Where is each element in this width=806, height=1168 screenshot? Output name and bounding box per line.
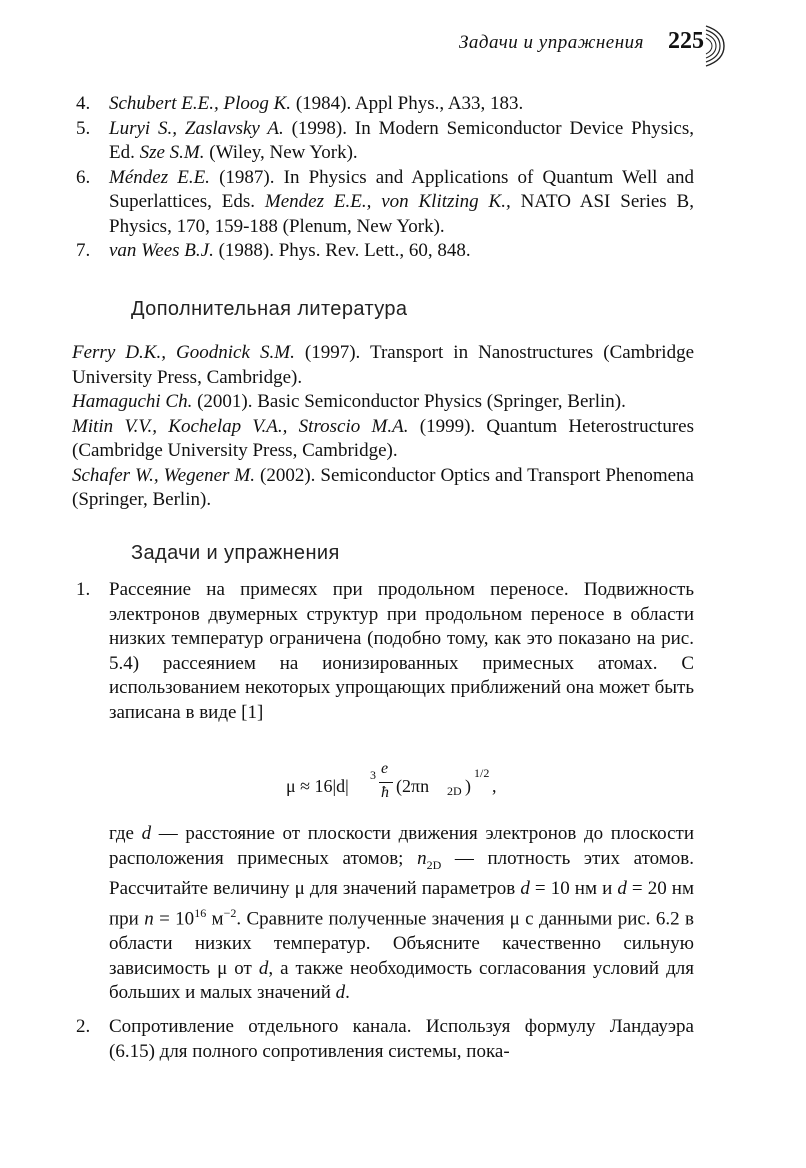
tasks-heading: Задачи и упражнения <box>131 542 340 564</box>
task-number: 1. <box>76 579 91 600</box>
text-run: где <box>109 823 142 844</box>
reference-number: 6. <box>76 166 91 188</box>
formula-lhs: μ ≈ 16|d| <box>286 776 349 796</box>
literature-details: (1997). Transport in Nanostructures (Cambridge University Press, Cambridge). <box>72 342 694 388</box>
reference-item <box>72 117 694 166</box>
variable-d: d <box>335 982 346 1004</box>
reference-details: (1998). In Modern Semiconductor Device Physics, Ed. <box>109 117 694 163</box>
text-run: м <box>206 908 224 930</box>
text-run: = 10 нм и <box>529 877 618 899</box>
reference-editor: Mendez E.E., von Klitzing K., <box>264 191 511 212</box>
reference-details: (1987). In Physics and Applications of Quantum Well and Superlattices, Eds. <box>109 166 694 212</box>
reference-authors: van Wees B.J. <box>109 240 214 261</box>
text-run: . <box>345 982 350 1004</box>
additional-literature-heading: Дополнительная литература <box>131 298 408 320</box>
task-list <box>72 578 694 725</box>
variable-n: n <box>144 908 154 930</box>
running-header <box>0 20 806 70</box>
reference-number: 5. <box>76 117 91 139</box>
literature-item <box>72 464 694 513</box>
formula-subscript: 2D <box>447 784 462 798</box>
task-text: Рассеяние на примесях при продольном переносе. Подвижность электронов двумерных структур при продольном переносе в области низких температур ограничена (подобно тому, как это показано на рис. 5.4) рассеянием на ионизированных примесных атомах. С использованием некоторых упрощающих приближений она может быть записана в виде [1] <box>109 579 694 723</box>
text-run: = 20 нм при <box>109 877 694 930</box>
reference-authors: Schubert E.E., Ploog K. <box>109 93 292 114</box>
reference-details: (Wiley, New York). <box>204 142 358 163</box>
formula-paren: (2πn <box>396 776 430 796</box>
literature-authors: Ferry D.K., Goodnick S.M. <box>72 342 295 363</box>
formula-fraction-numerator: e <box>381 760 389 777</box>
text-run: = 10 <box>153 908 195 930</box>
variable-d: d <box>617 877 627 899</box>
literature-item <box>72 390 694 415</box>
literature-details: (2002). Semiconductor Optics and Transport Phenomena (Springer, Berlin). <box>72 464 694 510</box>
reference-number: 7. <box>76 240 91 261</box>
reference-item <box>72 166 694 240</box>
task-1-continuation <box>72 822 694 1006</box>
text-run: . Сравните полученные значения μ с данными рис. 6.2 в области низких температур. Объясните качественно сильную зависимость μ от <box>109 908 695 979</box>
variable-d: d <box>258 957 269 979</box>
mobility-formula <box>286 760 546 816</box>
variable-d: d <box>141 823 152 844</box>
subscript-2d: 2D <box>426 857 442 872</box>
task-item <box>72 578 694 725</box>
task-item <box>72 1015 694 1064</box>
reference-item <box>72 239 694 264</box>
reference-number: 4. <box>76 93 91 114</box>
literature-details: (1999). Quantum Heterostructures (Cambridge University Press, Cambridge). <box>72 415 694 461</box>
formula-fraction-bar <box>379 782 393 783</box>
reference-authors: Luryi S., Zaslavsky A. <box>109 117 284 139</box>
variable-n: n <box>417 847 427 869</box>
formula-power: 1/2 <box>474 766 490 780</box>
exponent: −2 <box>223 906 237 921</box>
reference-authors: Méndez E.E. <box>109 166 210 188</box>
literature-authors: Schafer W., Wegener M. <box>72 464 255 486</box>
text-run: , а также необходимость согласования условий для больших и малых значений <box>109 957 694 1004</box>
formula-fraction-denominator: ħ <box>381 784 389 801</box>
variable-d: d <box>520 877 530 899</box>
literature-item <box>72 415 694 464</box>
text-run: — плотность этих атомов. Рассчитайте величину μ для значений параметров <box>109 847 695 899</box>
task-list-continued <box>72 1015 694 1064</box>
text-run: — расстояние от плоскости движения электронов до плоскости расположения примесных атомов; <box>109 823 694 869</box>
formula-comma: , <box>492 776 497 796</box>
reference-details: NATO ASI Series B, Physics, 170, 159-188 (Plenum, New York). <box>109 191 694 237</box>
literature-authors: Mitin V.V., Kochelap V.A., Stroscio M.A. <box>72 415 409 437</box>
exponent: 16 <box>194 906 207 921</box>
literature-details: (2001). Basic Semiconductor Physics (Springer, Berlin). <box>192 391 626 412</box>
reference-details: (1988). Phys. Rev. Lett., 60, 848. <box>213 240 471 261</box>
page-number: 225 <box>668 28 704 54</box>
literature-authors: Hamaguchi Ch. <box>72 391 193 412</box>
reference-editor: Sze S.M. <box>139 142 205 163</box>
additional-literature-list <box>72 341 694 513</box>
literature-item <box>72 341 694 390</box>
running-header-title: Задачи и упражнения <box>458 32 644 53</box>
reference-list <box>72 92 694 264</box>
reference-details: (1984). Appl Phys., A33, 183. <box>291 93 524 114</box>
reference-item <box>72 92 694 117</box>
formula-cube-exponent: 3 <box>370 768 376 782</box>
spiral-ornament-icon <box>702 22 728 68</box>
task-text: Сопротивление отдельного канала. Используя формулу Ландауэра (6.15) для полного сопротивления системы, пока- <box>109 1016 694 1062</box>
task-number: 2. <box>76 1016 91 1037</box>
formula-close: ) <box>465 776 471 796</box>
